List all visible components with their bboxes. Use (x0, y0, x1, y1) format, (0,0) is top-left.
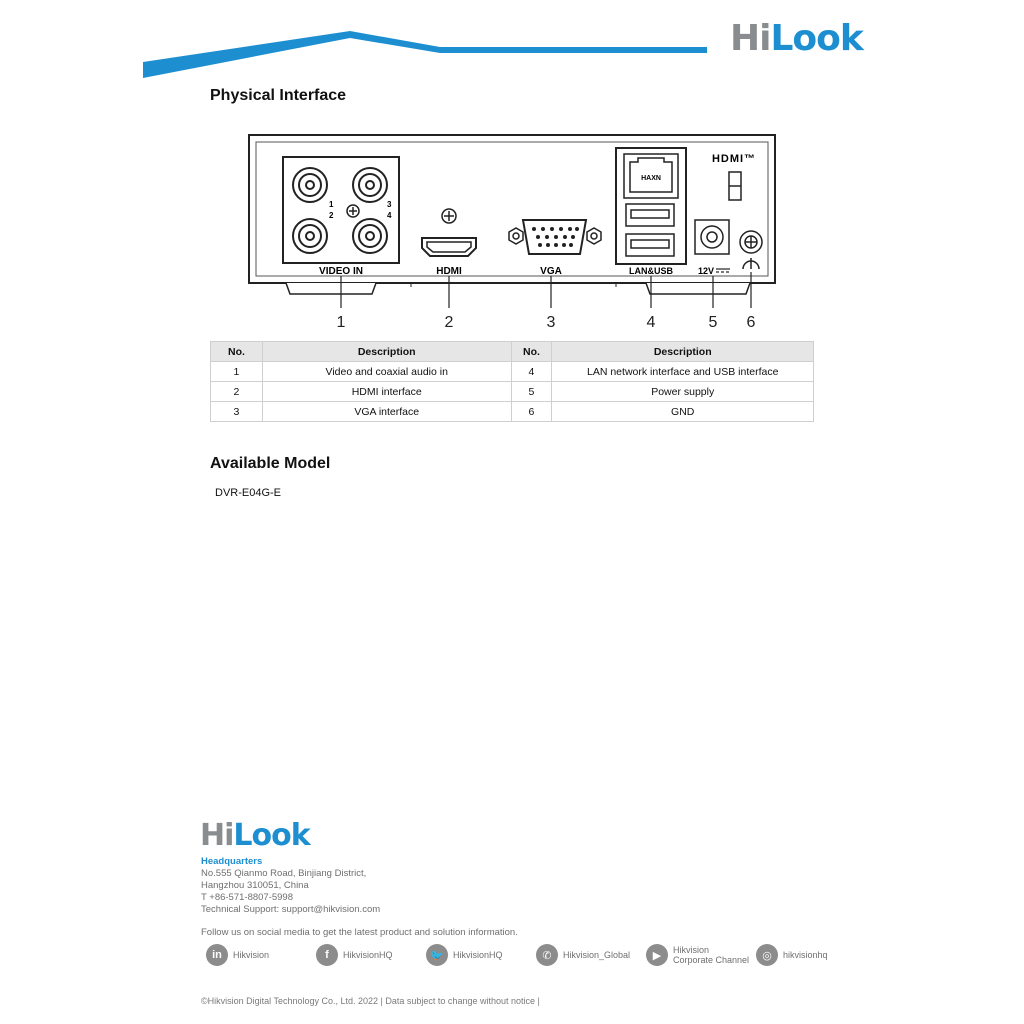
copyright-text: ©Hikvision Digital Technology Co., Ltd. 2022 | Data subject to change without notice | (201, 996, 540, 1006)
table-row (211, 382, 814, 402)
table-cell: 2 (211, 382, 263, 402)
hdmi-label: HDMI (436, 266, 462, 277)
foot-left (286, 283, 376, 294)
social-label: hikvisionhq (783, 950, 828, 960)
screw-icon (442, 209, 456, 223)
bnc-number-1: 1 (329, 200, 334, 209)
foot-right (646, 283, 750, 294)
header-description: Description (552, 342, 814, 362)
social-label: Hikvision (233, 950, 270, 960)
dvr-rear-panel-drawing (246, 132, 786, 337)
model-name: DVR-E04G-E (215, 487, 282, 499)
table-row (211, 402, 814, 422)
support-email-line[interactable]: Technical Support: support@hikvision.com (201, 904, 381, 915)
bnc-number-4: 4 (387, 211, 392, 220)
table-row (211, 362, 814, 382)
callout-3: 3 (546, 314, 556, 331)
table-cell: LAN network interface and USB interface (552, 362, 814, 382)
table-cell: Power supply (552, 382, 814, 402)
social-label: HikvisionHQ (343, 950, 393, 960)
social-label (673, 945, 749, 965)
header-description: Description (262, 342, 511, 362)
screw-icon (347, 205, 359, 217)
bnc-connector-4 (353, 219, 387, 253)
youtube-icon: ▶ (646, 944, 668, 966)
table-cell: 1 (211, 362, 263, 382)
usb-port-2 (626, 234, 674, 256)
table-cell: 6 (511, 402, 552, 422)
power-jack (695, 220, 729, 254)
table-cell: 3 (211, 402, 263, 422)
phone-line: T +86-571-8807-5998 (201, 892, 293, 903)
usb-port-1 (626, 204, 674, 226)
follow-us-text: Follow us on social media to get the latest product and solution information. (201, 927, 518, 938)
twitter-icon: 🐦 (426, 944, 448, 966)
address-line: No.555 Qianmo Road, Binjiang District, (201, 868, 367, 879)
social-wechat[interactable] (536, 944, 630, 966)
vga-thumbscrew-right (587, 228, 601, 244)
social-twitter[interactable] (426, 944, 503, 966)
header-band (0, 0, 710, 80)
linkedin-icon: in (206, 944, 228, 966)
table-cell: GND (552, 402, 814, 422)
social-instagram[interactable] (756, 944, 828, 966)
power-label: 12V (697, 266, 715, 276)
hilook-footer-logo: HiLook (200, 818, 310, 853)
hilook-logo: HiLook (730, 18, 863, 59)
bnc-connector-1 (293, 168, 327, 202)
headquarters-title: Headquarters (201, 856, 263, 867)
lan-usb-label: LAN&USB (629, 266, 673, 276)
vga-label: VGA (540, 266, 562, 277)
hdmi-logo: HDMI™ (711, 153, 757, 165)
gnd-terminal (740, 231, 762, 253)
social-label: Hikvision_Global (563, 950, 631, 960)
table-cell: VGA interface (262, 402, 511, 422)
social-label-line1: Hikvision (673, 945, 710, 955)
callout-6: 6 (746, 314, 756, 331)
bnc-connector-3 (353, 168, 387, 202)
table-header-row (211, 342, 814, 362)
vga-thumbscrew-left (509, 228, 523, 244)
interface-description-table (210, 341, 814, 422)
callout-1: 1 (336, 314, 346, 331)
social-facebook[interactable] (316, 944, 393, 966)
table-cell: HDMI interface (262, 382, 511, 402)
wechat-icon: ✆ (536, 944, 558, 966)
bnc-connector-2 (293, 219, 327, 253)
address-line: Hangzhou 310051, China (201, 880, 309, 891)
social-label-line2: Corporate Channel (673, 955, 750, 965)
lan-port-label: HAXN (641, 175, 661, 182)
table-cell: 4 (511, 362, 552, 382)
social-youtube[interactable] (646, 944, 749, 966)
callout-4: 4 (646, 314, 656, 331)
section-title-available-model: Available Model (210, 455, 331, 472)
instagram-icon: ◎ (756, 944, 778, 966)
video-in-label: VIDEO IN (319, 266, 363, 277)
callout-5: 5 (708, 314, 718, 331)
table-cell: Video and coaxial audio in (262, 362, 511, 382)
section-title-physical-interface: Physical Interface (210, 87, 347, 104)
header-no: No. (211, 342, 263, 362)
header-no: No. (511, 342, 552, 362)
social-linkedin[interactable] (206, 944, 269, 966)
table-cell: 5 (511, 382, 552, 402)
bnc-number-2: 2 (329, 211, 334, 220)
social-label: HikvisionHQ (453, 950, 503, 960)
hdmi-port (422, 238, 476, 256)
callout-2: 2 (444, 314, 454, 331)
facebook-icon: f (316, 944, 338, 966)
bnc-number-3: 3 (387, 200, 392, 209)
